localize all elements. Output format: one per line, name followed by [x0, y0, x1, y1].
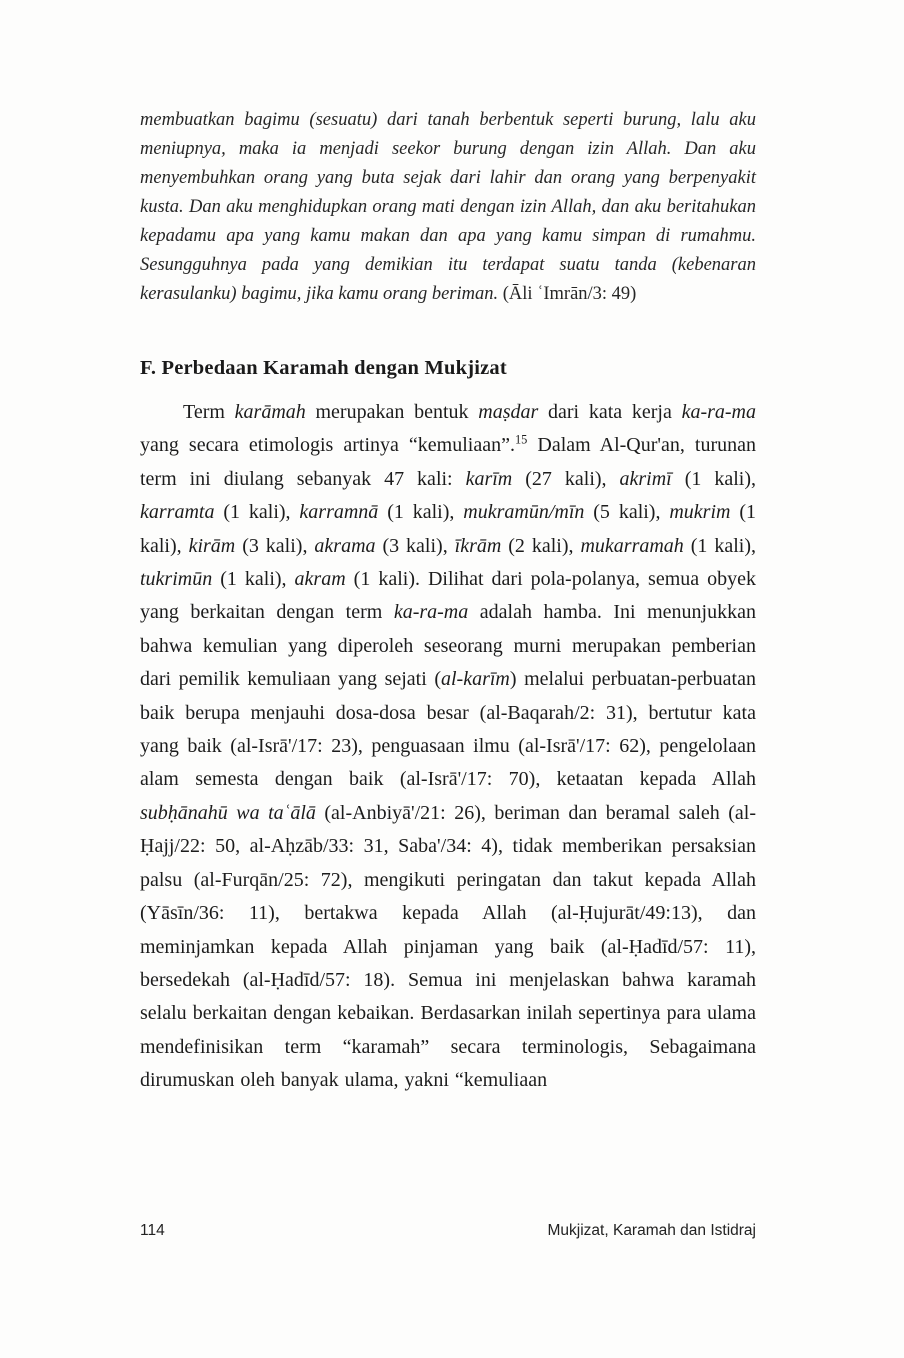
running-title: Mukjizat, Karamah dan Istidraj — [547, 1222, 756, 1239]
page-number: 114 — [140, 1222, 165, 1239]
page-footer — [140, 1222, 756, 1240]
section-heading: F. Perbedaan Karamah dengan Mukjizat — [140, 357, 507, 379]
page-content — [140, 106, 756, 1098]
body-paragraph: Term karāmah merupakan bentuk maṣdar dari kata kerja ka-ra-ma yang secara etimologis artinya “kemuliaan”.$^{15}$ Dalam Al-Qur'an, turunan term ini diulang sebanyak 47 kali: karīm (27 kali), akrimī (1 kali), karramta (1 kali), karramnā (1 kali), mukramūn/mīn (5 kali), mukrim (1 kali), kirām (3 kali), akrama (3 kali), īkrām (2 kali), mukarramah (1 kali), tukrimūn (1 kali), akram (1 kali). Dilihat dari pola-polanya, semua obyek yang berkaitan dengan term ka-ra-ma adalah hamba. Ini menunjukkan bahwa kemulian yang diperoleh seseorang murni merupakan pemberian dari pemilik kemuliaan yang sejati (al-karīm) melalui perbuatan-perbuatan baik berupa menjauhi dosa-dosa besar (al-Baqarah/2: 31), bertutur kata yang baik (al-Isrā'/17: 23), penguasaan ilmu (al-Isrā'/17: 62), pengelolaan alam semesta dengan baik (al-Isrā'/17: 70), ketaatan kepada Allah subḥānahū wa taʿālā (al-Anbiyā'/21: 26), beriman dan beramal saleh (al-Ḥajj/22: 50, al-Aḥzāb/33: 31, Saba'/34: 4), tidak memberikan persaksian palsu (al-Furqān/25: 72), mengikuti peringatan dan takut kepada Allah (Yāsīn/36: 11), bertakwa kepada Allah (al-Ḥujurāt/49:13), dan meminjamkan kepada Allah pinjaman yang baik (al-Ḥadīd/57: 11), bersedekah (al-Ḥadīd/57: 18). Semua ini menjelaskan bahwa karamah selalu berkaitan dengan kebaikan. Berdasarkan inilah sepertinya para ulama mendefinisikan term “karamah” secara terminologis, Sebagaimana dirumuskan oleh banyak ulama, yakni “kemuliaan — [140, 401, 757, 1092]
quran-translation-quote: membuatkan bagimu (sesuatu) dari tanah berbentuk seperti burung, lalu aku meniupnya, maka ia menjadi seekor burung dengan izin Allah. Dan aku menyembuhkan orang yang buta sejak dari lahir dan orang yang berpenyakit kusta. Dan aku menghidupkan orang mati dengan izin Allah, dan aku beritahukan kepadamu apa yang kamu makan dan apa yang kamu simpan di rumahmu. Sesungguhnya pada yang demikian itu terdapat suatu tanda (kebenaran kerasulanku) bagimu, jika kamu orang beriman. (Āli ʿImrān/3: 49) — [140, 110, 756, 304]
